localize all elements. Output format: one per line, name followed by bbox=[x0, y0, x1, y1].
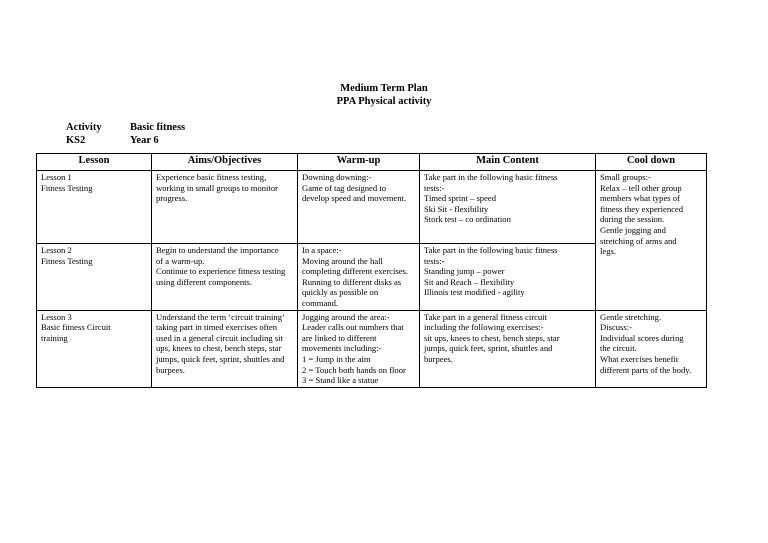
cell-line: Jogging around the area:- bbox=[302, 311, 390, 322]
cell-line: Understand the term ‘circuit training’ bbox=[156, 311, 285, 322]
header-row bbox=[37, 154, 707, 171]
cell-line: 2 = Touch both hands on floor bbox=[302, 364, 406, 375]
cell-line: progress. bbox=[156, 193, 188, 204]
table-row bbox=[37, 171, 707, 244]
cell-line: Take part in the following basic fitness bbox=[424, 245, 558, 255]
cell-aims bbox=[152, 171, 298, 244]
meta-value: Year 6 bbox=[130, 135, 159, 146]
cell-line: burpees. bbox=[424, 353, 453, 364]
cell-line: Lesson 3 bbox=[41, 311, 72, 322]
cell-warmup bbox=[298, 310, 420, 387]
cell-line: 3 = Stand like a statue bbox=[302, 375, 379, 386]
cell-line: jumps, quick feet, sprint, shuttles and bbox=[424, 343, 553, 354]
cell-lesson bbox=[37, 244, 152, 311]
cell-line: Lesson 2 bbox=[41, 245, 72, 255]
plan-subtitle: PPA Physical activity bbox=[336, 96, 432, 107]
cell-line: using different components. bbox=[156, 276, 253, 287]
header-main-content: Main Content bbox=[420, 154, 596, 171]
meta-key: KS2 bbox=[66, 135, 86, 146]
cell-aims bbox=[152, 310, 298, 387]
cell-line: Ski Sit - flexibility bbox=[424, 203, 489, 214]
cell-line: burpees. bbox=[156, 364, 185, 375]
cell-line: ups, knees to chest, bench steps, star bbox=[156, 343, 282, 354]
cell-line: working in small groups to monitor bbox=[156, 182, 278, 193]
cell-main-content bbox=[420, 310, 596, 387]
cell-line: Timed sprint – speed bbox=[424, 193, 497, 204]
cell-line: Begin to understand the importance bbox=[156, 245, 279, 255]
cell-line: Small groups:- bbox=[600, 172, 651, 182]
cell-cool-down bbox=[596, 310, 707, 387]
cell-line: Illinois test modified - agility bbox=[424, 287, 525, 298]
cell-line: Continue to experience fitness testing bbox=[156, 266, 286, 277]
cell-line: Stork test – co ordination bbox=[424, 214, 511, 225]
cell-line: movements including:- bbox=[302, 343, 382, 354]
meta-value: Basic fitness bbox=[130, 122, 186, 133]
cell-line: In a space:- bbox=[302, 245, 342, 255]
document-title bbox=[0, 82, 768, 108]
cell-main-content bbox=[420, 171, 596, 244]
plan-title: Medium Term Plan bbox=[340, 83, 428, 94]
cell-line: Game of tag designed to bbox=[302, 182, 387, 193]
cell-line: Leader calls out numbers that bbox=[302, 322, 404, 333]
cell-line: Gentle stretching. bbox=[600, 311, 662, 322]
cell-line: sit ups, knees to chest, bench steps, star bbox=[424, 332, 560, 343]
cell-line: legs. bbox=[600, 246, 616, 257]
cell-warmup bbox=[298, 171, 420, 244]
plan-table bbox=[36, 153, 707, 388]
header-aims: Aims/Objectives bbox=[152, 154, 298, 171]
cell-line: Relax – tell other group bbox=[600, 182, 682, 193]
meta-row-ks2 bbox=[66, 134, 185, 147]
header-lesson: Lesson bbox=[37, 154, 152, 171]
table-row bbox=[37, 310, 707, 387]
meta-key: Activity bbox=[66, 122, 102, 133]
cell-line: tests:- bbox=[424, 182, 445, 193]
cell-line: used in a general circuit including sit bbox=[156, 332, 283, 343]
cell-line: Gentle jogging and bbox=[600, 224, 666, 235]
cell-line: members what types of bbox=[600, 193, 680, 204]
cell-line: are linked to different bbox=[302, 332, 377, 343]
cell-line: Fitness Testing bbox=[41, 182, 93, 193]
cell-line: during the session. bbox=[600, 214, 665, 225]
cell-lesson bbox=[37, 171, 152, 244]
cell-line: Take part in the following basic fitness bbox=[424, 172, 558, 182]
cell-line: including the following exercises:- bbox=[424, 322, 544, 333]
cell-cool-down bbox=[596, 171, 707, 311]
cell-line: quickly as possible on bbox=[302, 287, 379, 298]
cell-line: Moving around the hall bbox=[302, 255, 383, 266]
cell-line: jumps, quick feet, sprint, shuttles and bbox=[156, 353, 285, 364]
cell-aims bbox=[152, 244, 298, 311]
cell-line: of a warm-up. bbox=[156, 255, 205, 266]
cell-line: Downing downing:- bbox=[302, 172, 372, 182]
meta-row-activity bbox=[66, 121, 185, 134]
cell-line: completing different exercises. bbox=[302, 266, 409, 277]
cell-line: training bbox=[41, 332, 68, 343]
cell-line: command. bbox=[302, 297, 339, 308]
cell-line: What exercises benefit bbox=[600, 353, 679, 364]
cell-line: Running to different disks as bbox=[302, 276, 402, 287]
cell-line: Lesson 1 bbox=[41, 172, 72, 182]
cell-line: Standing jump – power bbox=[424, 266, 505, 277]
cell-line: Sit and Reach – flexibility bbox=[424, 276, 515, 287]
cell-line: Experience basic fitness testing, bbox=[156, 172, 267, 182]
cell-line: stretching of arms and bbox=[600, 235, 677, 246]
cell-line: develop speed and movement. bbox=[302, 193, 407, 204]
cell-line: 1 = Jump in the aim bbox=[302, 353, 371, 364]
header-cool-down: Cool down bbox=[596, 154, 707, 171]
cell-line: Discuss:- bbox=[600, 322, 632, 333]
plan-meta bbox=[66, 121, 185, 147]
cell-line: different parts of the body. bbox=[600, 364, 692, 375]
cell-line: Individual scores during bbox=[600, 332, 684, 343]
cell-main-content bbox=[420, 244, 596, 311]
cell-line: fitness they experienced bbox=[600, 203, 684, 214]
cell-line: Take part in a general fitness circuit bbox=[424, 311, 547, 322]
cell-line: the circuit. bbox=[600, 343, 637, 354]
header-warmup: Warm-up bbox=[298, 154, 420, 171]
cell-lesson bbox=[37, 310, 152, 387]
cell-line: taking part in timed exercises often bbox=[156, 322, 277, 333]
cell-line: Basic fitness Circuit bbox=[41, 322, 111, 333]
cell-line: Fitness Testing bbox=[41, 255, 93, 266]
cell-line: tests:- bbox=[424, 255, 445, 266]
cell-warmup bbox=[298, 244, 420, 311]
